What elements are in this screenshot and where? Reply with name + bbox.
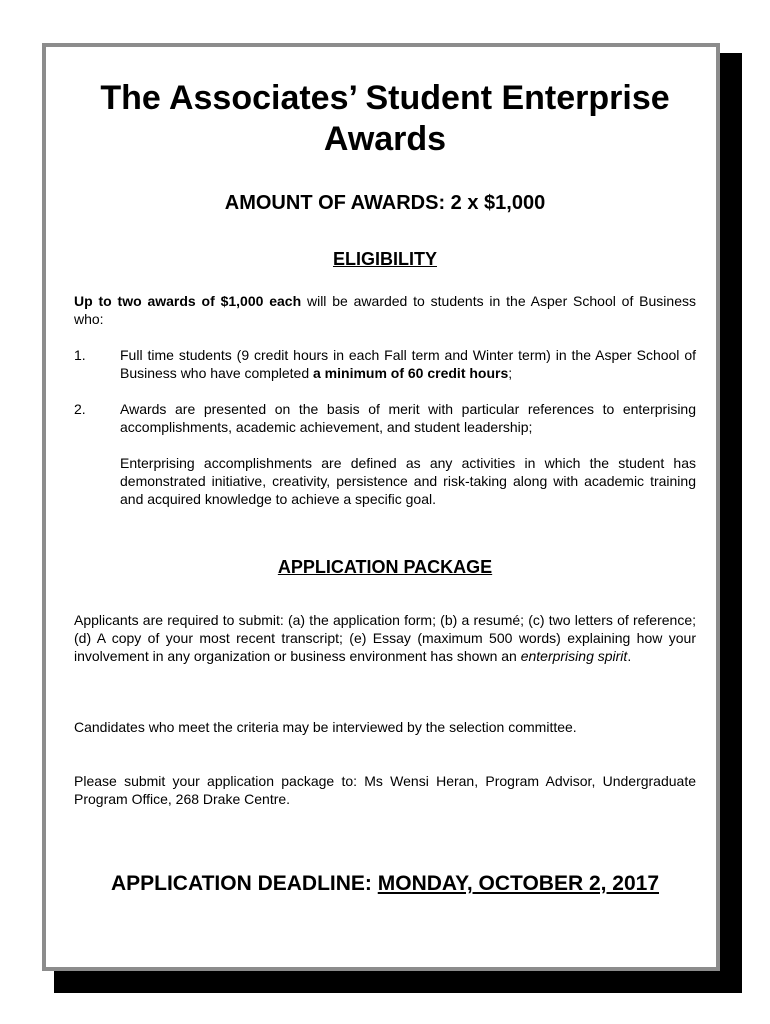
requirements-text: Applicants are required to submit: (a) the application form; (b) a resumé; (c) two letters of reference; (d) A copy of your most recent transcript; (e) Essay (maximum 500 words) explaining how your involvement in any organization or business environment has shown an [74, 612, 696, 664]
item-1-number: 1. [74, 347, 86, 363]
eligibility-item-2: Awards are presented on the basis of merit with particular references to enterprising accomplishments, academic achievement, and student leadership; [120, 401, 696, 435]
eligibility-intro-bold: Up to two awards of $1,000 each [74, 293, 302, 309]
interview-note: Candidates who meet the criteria may be interviewed by the selection committee. [74, 719, 577, 735]
title-line-2: Awards [323, 120, 447, 158]
page-title [74, 78, 696, 160]
eligibility-intro [74, 292, 696, 328]
deadline-date: MONDAY, OCTOBER 2, 2017 [377, 872, 660, 895]
award-amount: AMOUNT OF AWARDS: 2 x $1,000 [224, 192, 546, 214]
item-1-bold: a minimum of 60 credit hours [313, 365, 509, 381]
requirements-end: . [627, 648, 632, 664]
deadline-label: APPLICATION DEADLINE: [110, 872, 378, 895]
requirements-italic: enterprising spirit [520, 648, 628, 664]
eligibility-item-1 [120, 346, 696, 382]
eligibility-heading: ELIGIBILITY [332, 249, 437, 269]
enterprising-definition: Enterprising accomplishments are defined as any activities in which the student has demonstrated initiative, creativity, persistence and risk-taking along with academic training and acquired knowledge to achieve a specific goal. [120, 455, 696, 507]
item-1-end: ; [508, 365, 513, 381]
document-frame [42, 43, 720, 971]
application-heading: APPLICATION PACKAGE [277, 557, 493, 577]
application-deadline [74, 871, 696, 897]
application-requirements [74, 611, 696, 665]
item-2-number: 2. [74, 401, 86, 417]
title-line-1: The Associates’ Student Enterprise [100, 79, 670, 117]
item-1-text: Full time students (9 credit hours in each Fall term and Winter term) in the Asper School of Business who have completed [120, 347, 696, 381]
submission-instructions: Please submit your application package to: Ms Wensi Heran, Program Advisor, Undergraduate Program Office, 268 Drake Centre. [74, 773, 696, 807]
eligibility-intro-text: will be awarded to students in the Asper School of Business who: [74, 293, 696, 327]
